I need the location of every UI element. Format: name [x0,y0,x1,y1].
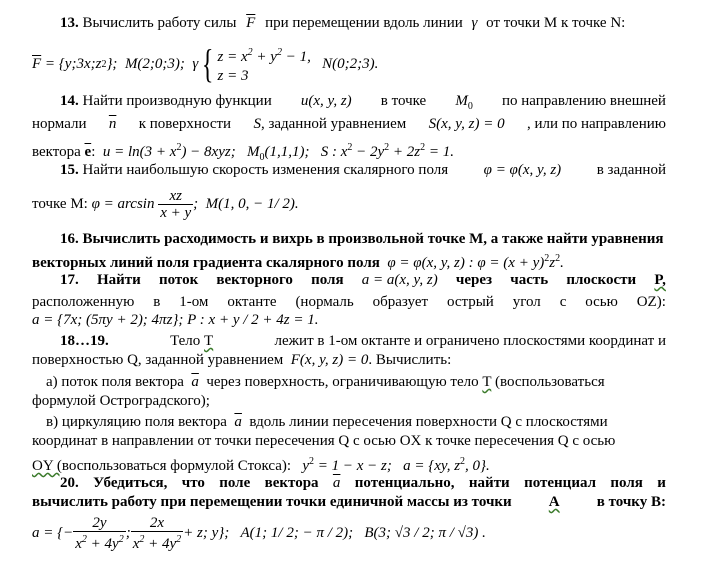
problem-20-line-3: a = {− $\frac{2y}{x^2 + 4y^2}$ ; $\frac{2x}{x^2 + 4y^2}$ + z; y}; A(1; 1/ 2; − π / 2); B(3; √3 / 2; π / √3) . [32,514,486,552]
problem-15-line-2: точке M: φ = arcsin $\frac{xz}{x + y}$ ; M(1, 0, − 1/ 2). [32,187,299,221]
problem-13-line-2: $\overline{F}$ = {y;3x;z 2 }; M(2;0;3); γ { $z = x^2 + y^2 - 1$, z = 3 N(0;2;3). [32,41,379,86]
problem-18-19-item-b-line-2: координат в направлении от точки пересечения Q с осью OX к точке пересечения Q с осью [32,433,616,449]
problem-17-line-3: a = {7x; (5πy + 2); 4πz}; P : x + y / 2 + 4z = 1. [32,312,319,328]
problem-17-line-2: расположенную в 1-ом октанте (нормаль образует острый угол с осью OZ): [32,294,666,310]
problem-14-line-2: нормали $\overline{n}$ к поверхности S, заданной уравнением S(x, y, z) = 0 , или по направлению [32,116,666,132]
problem-16-line-2: векторных линий поля градиента скалярного поля φ = φ(x, y, z) : $\varphi = (x + y)^2z^2$. [32,253,564,271]
problem-13-line-1: 13. Вычислить работу силы $\overline{F}$ при перемещении вдоль линии γ от точки M к точке N: [60,15,626,31]
fraction-2y: $\frac{2y}{x^2 + 4y^2}$ [75,514,124,552]
problem-16-line-1: 16. Вычислить расходимость и вихрь в произвольной точке M, а также найти уравнения [60,231,664,247]
problem-15-line-1: 15. Найти наибольшую скорость изменения скалярного поля φ = φ(x, y, z) в заданной [60,162,666,178]
problem-18-19-item-a-line-2: формулой Остроградского); [32,393,210,409]
problem-18-19-line-1: 18…19. Тело T лежит в 1-ом октанте и ограничено плоскостями координат и [60,333,666,349]
problem-18-19-item-a-line-1: а) поток поля вектора $\overline{a}$ через поверхность, ограничивающую тело T (воспользоваться [46,374,605,390]
problem-20-line-2: вычислить работу при перемещении точки единичной массы из точки A в точку B: [32,494,666,510]
problem-18-19-item-b-line-1: в) циркуляцию поля вектора $\overline{a}$ вдоль линии пересечения поверхности Q с плоскостями [46,414,608,430]
fraction-xz-over-x-plus-y: $\frac{xz}{x + y}$ [160,187,192,221]
problem-17-line-1: 17. Найти поток векторного поля a = a(x, y, z) через часть плоскости P, [60,272,666,288]
problem-20-line-1: 20. Убедиться, что поле вектора $\overline{a}$ потенциально, найти потенциал поля и [60,475,666,491]
problem-14-line-3: вектора $\overline{e}$: $u = \ln(3 + x^2) - 8xyz$; $M_0(1,1,1)$; S : $x^2 - 2y^2 + 2z^2 = 1$. [32,142,454,163]
fraction-2x: $\frac{2x}{x^2 + 4y^2}$ [132,514,182,552]
problem-18-19-item-b-line-3: OY (воспользоваться формулой Стокса): $y^2 = 1 - x - z$; a = {xy, $z^2$, 0}. [32,456,490,474]
problem-18-19-line-2: поверхностью Q, заданной уравнением F(x, y, z) = 0. Вычислить: [32,352,452,368]
problem-14-line-1: 14. Найти производную функции u(x, y, z) в точке $M_0$ по направлению внешней [60,93,666,112]
